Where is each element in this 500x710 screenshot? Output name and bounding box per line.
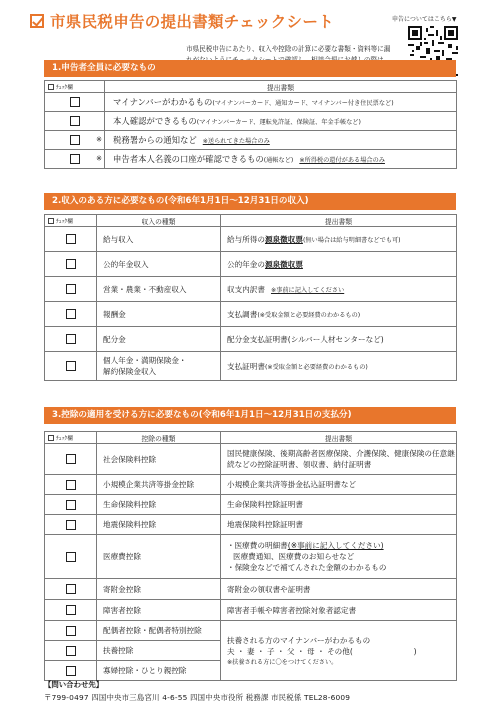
check-box[interactable]: [70, 116, 80, 126]
checkbox-icon: [48, 84, 54, 90]
section-1-heading: 1.申告者全員に必要なもの: [44, 60, 456, 77]
table-row: 医療費控除 ・医療費の明細書(※事前に記入してください) 医療費通知、医療費のお知らせなど ・保険金などで補てんされた金額のわかるもの: [45, 535, 457, 579]
table-row: 小規模企業共済等掛金控除 小規模企業共済等掛金払込証明書など: [45, 475, 457, 495]
check-box[interactable]: [66, 584, 76, 594]
check-box[interactable]: [70, 154, 80, 164]
table-row: マイナンバーがわかるもの(マイナンバーカード、通知カード、マイナンバー付き住民票など): [45, 93, 457, 112]
check-box[interactable]: [66, 605, 76, 615]
table-row: 本人確認ができるもの(マイナンバーカード、運転免許証、保険証、年金手帳など): [45, 112, 457, 131]
check-box[interactable]: [66, 552, 76, 562]
docs-column-header: 提出書類: [221, 215, 457, 227]
section-3-heading: 3.控除の適用を受ける方に必要なもの(令和6年1月1日～12月31日の支払分): [44, 407, 456, 424]
checkbox-icon: [48, 218, 54, 224]
table-row: 配偶者控除・配偶者特別控除 扶養される方のマイナンバーがわかるもの 夫 ・ 妻 ・ 子 ・ 父 ・ 母 ・ その他( ) ※扶養される方に〇をつけてください。: [45, 621, 457, 641]
check-box[interactable]: [70, 135, 80, 145]
title-text: 市県民税申告の提出書類チェックシート: [50, 13, 334, 31]
table-row: 配分金 配分金支払証明書(シルバー人材センターなど): [45, 327, 457, 352]
table-row: 地震保険料控除 地震保険料控除証明書: [45, 515, 457, 535]
table-row: 生命保険料控除 生命保険料控除証明書: [45, 495, 457, 515]
qr-caption: 申告についてはこちら▼: [392, 16, 457, 23]
section-2-heading: 2.収入のある方に必要なもの(令和6年1月1日～12月31日の収入): [44, 193, 456, 210]
table-row: 公的年金収入 公的年金の源泉徴収票: [45, 252, 457, 277]
table-row: 寄附金控除 寄附金の領収書や証明書: [45, 579, 457, 600]
check-box[interactable]: [66, 646, 76, 656]
table-row: 障害者控除 障害者手帳や障害者控除対象者認定書: [45, 600, 457, 621]
deduction-type-column-header: 控除の種類: [97, 432, 221, 444]
check-column-header: ﾁｪｯｸ欄: [45, 81, 105, 93]
table-row: 社会保険料控除 国民健康保険、後期高齢者医療保険、介護保険、健康保険の任意継 続などの控除証明書、領収書、納付証明書: [45, 444, 457, 475]
table-row: ※ 税務署からの通知など ※送られてきた場合のみ: [45, 131, 457, 150]
table-row: 個人年金・満期保険金・ 解約保険金収入 支払証明書(※受取金額と必要経費のわかるもの): [45, 352, 457, 381]
check-box[interactable]: [66, 234, 76, 244]
table-row: 給与収入 給与所得の源泉徴収票(無い場合は給与明細書などでも可): [45, 227, 457, 252]
table-row: 寡婦控除・ひとり親控除: [45, 661, 457, 681]
check-box[interactable]: [66, 500, 76, 510]
table-row: 営業・農業・不動産収入 収支内訳書 ※事前に記入してください: [45, 277, 457, 302]
intro-text: 市県民税申告にあたり、収入や控除の計算に必要な書類・資料等に漏: [186, 45, 391, 53]
check-column-header: ﾁｪｯｸ欄: [45, 432, 97, 444]
page-title: [30, 10, 334, 32]
income-type-column-header: 収入の種類: [97, 215, 221, 227]
docs-column-header: 提出書類: [221, 432, 457, 444]
checkbox-checked-icon: [30, 14, 44, 28]
docs-column-header: 提出書類: [105, 81, 457, 93]
check-box[interactable]: [66, 309, 76, 319]
contact-title: 【問い合わせ先】: [44, 680, 104, 689]
check-box[interactable]: [66, 259, 76, 269]
checkbox-icon: [48, 435, 54, 441]
check-box[interactable]: [66, 626, 76, 636]
section-1-table: [44, 80, 457, 169]
section-3-table: [44, 431, 457, 681]
check-box[interactable]: [70, 97, 80, 107]
check-box[interactable]: [66, 666, 76, 676]
check-column-header: ﾁｪｯｸ欄: [45, 215, 97, 227]
check-box[interactable]: [66, 520, 76, 530]
table-row: ※ 申告者本人名義の口座が確認できるもの(通帳など) ※所得税の還付がある場合のみ: [45, 150, 457, 169]
check-box[interactable]: [66, 361, 76, 371]
check-box[interactable]: [66, 454, 76, 464]
check-box[interactable]: [66, 334, 76, 344]
section-2-table: [44, 214, 457, 381]
table-row: 扶養控除: [45, 641, 457, 661]
contact-line: 〒799-0497 四国中央市三島宮川 4-6-55 四国中央市役所 税務課 市民税係 TEL28-6009: [44, 693, 351, 702]
check-box[interactable]: [66, 284, 76, 294]
table-row: 報酬金 支払調書(※受取金額と必要経費のわかるもの): [45, 302, 457, 327]
check-box[interactable]: [66, 480, 76, 490]
